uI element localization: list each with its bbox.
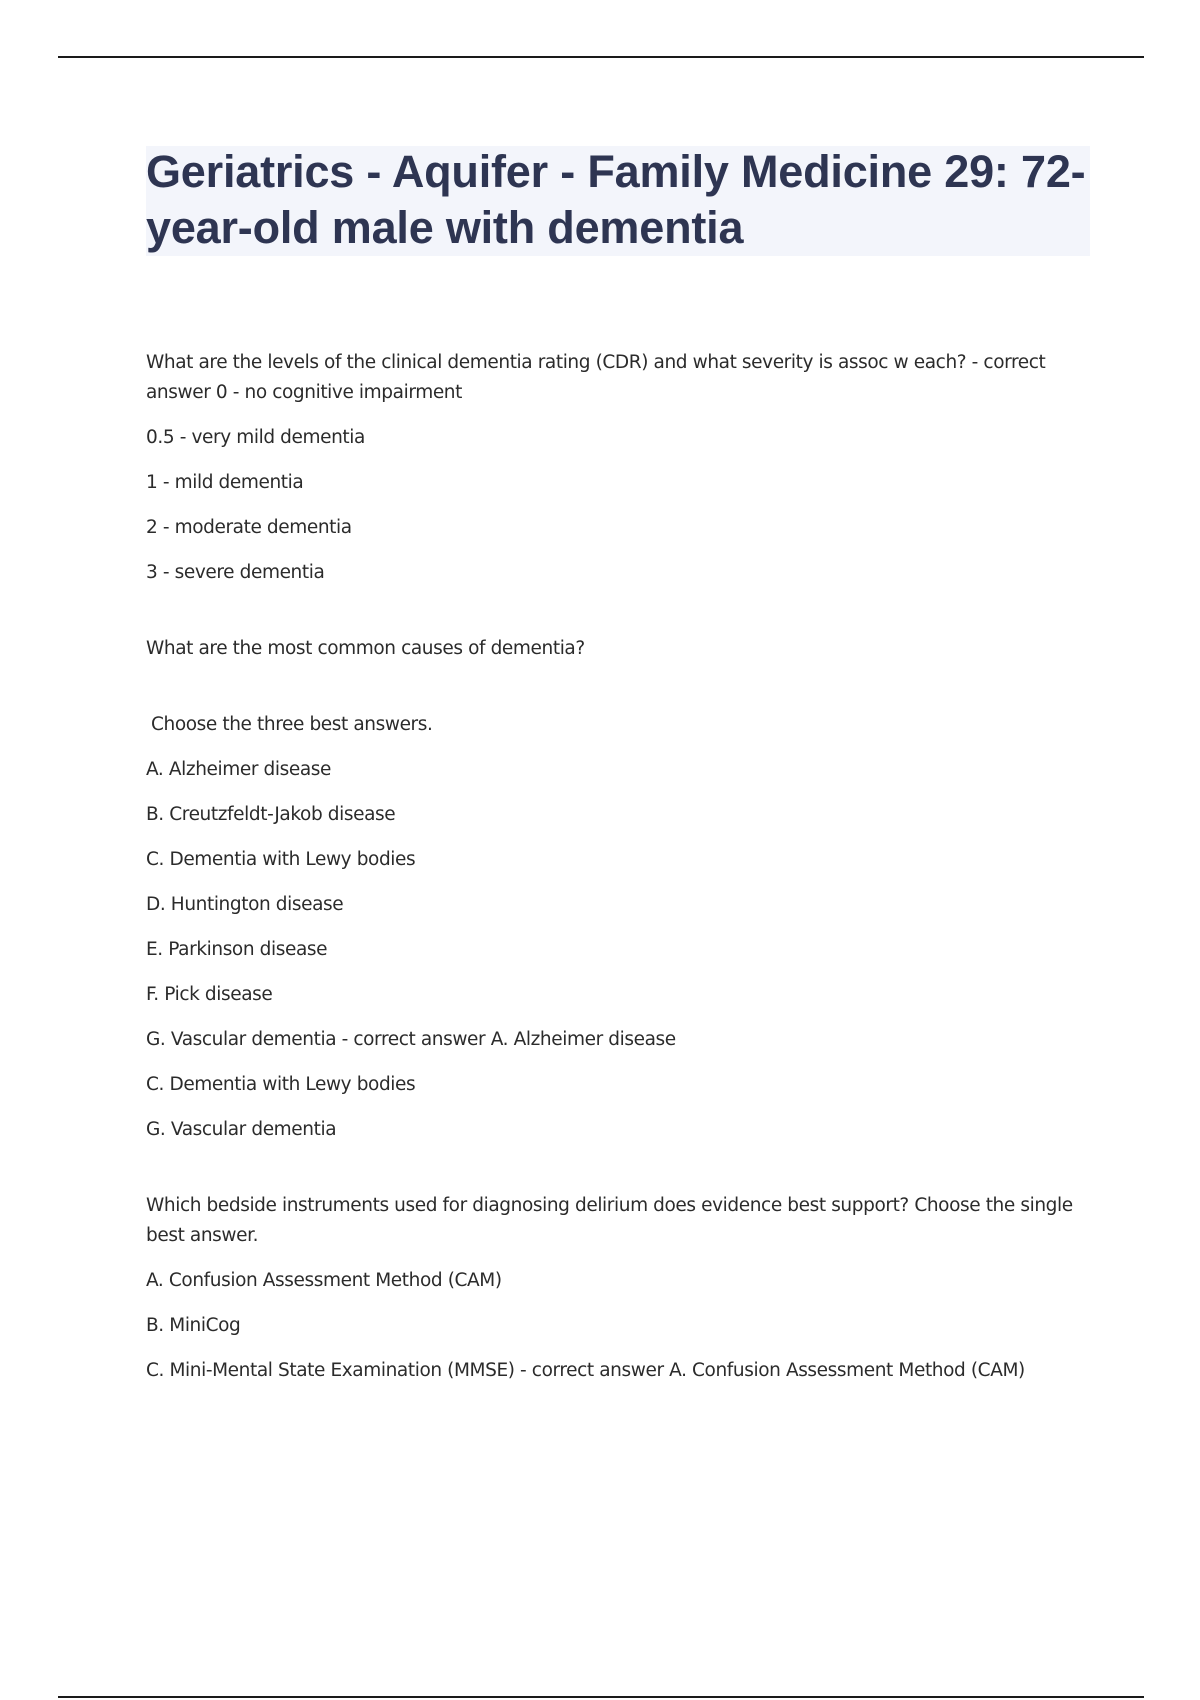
option-line: C. Mini-Mental State Examination (MMSE) - correct answer A. Confusion Assessment Method (CAM): [146, 1360, 1025, 1381]
answer-line: 2 - moderate dementia: [146, 517, 352, 538]
answer-line: 0.5 - very mild dementia: [146, 427, 365, 448]
bottom-rule: [58, 1696, 1144, 1698]
top-rule: [58, 56, 1144, 58]
option-line: A. Alzheimer disease: [146, 759, 331, 780]
question-2-instruction: Choose the three best answers.: [151, 714, 433, 735]
question-1: What are the levels of the clinical dementia rating (CDR) and what severity is assoc w each? - correct answer 0 - no cognitive impairment: [146, 352, 1046, 403]
answer-line: 3 - severe dementia: [146, 562, 325, 583]
option-line: G. Vascular dementia: [146, 1119, 337, 1140]
option-line: E. Parkinson disease: [146, 939, 328, 960]
option-line: B. Creutzfeldt-Jakob disease: [146, 804, 396, 825]
document-body: [146, 348, 1086, 1401]
option-line: B. MiniCog: [146, 1315, 241, 1336]
answer-line: 1 - mild dementia: [146, 472, 304, 493]
question-2: What are the most common causes of dementia?: [146, 638, 585, 659]
document-title: Geriatrics - Aquifer - Family Medicine 29: 72-year-old male with dementia: [146, 146, 1086, 253]
option-line: C. Dementia with Lewy bodies: [146, 849, 416, 870]
option-line: A. Confusion Assessment Method (CAM): [146, 1270, 502, 1291]
option-line: C. Dementia with Lewy bodies: [146, 1074, 416, 1095]
option-line: G. Vascular dementia - correct answer A. Alzheimer disease: [146, 1029, 676, 1050]
option-line: F. Pick disease: [146, 984, 273, 1005]
option-line: D. Huntington disease: [146, 894, 344, 915]
question-3: Which bedside instruments used for diagnosing delirium does evidence best support? Choose the single best answer.: [146, 1195, 1073, 1246]
